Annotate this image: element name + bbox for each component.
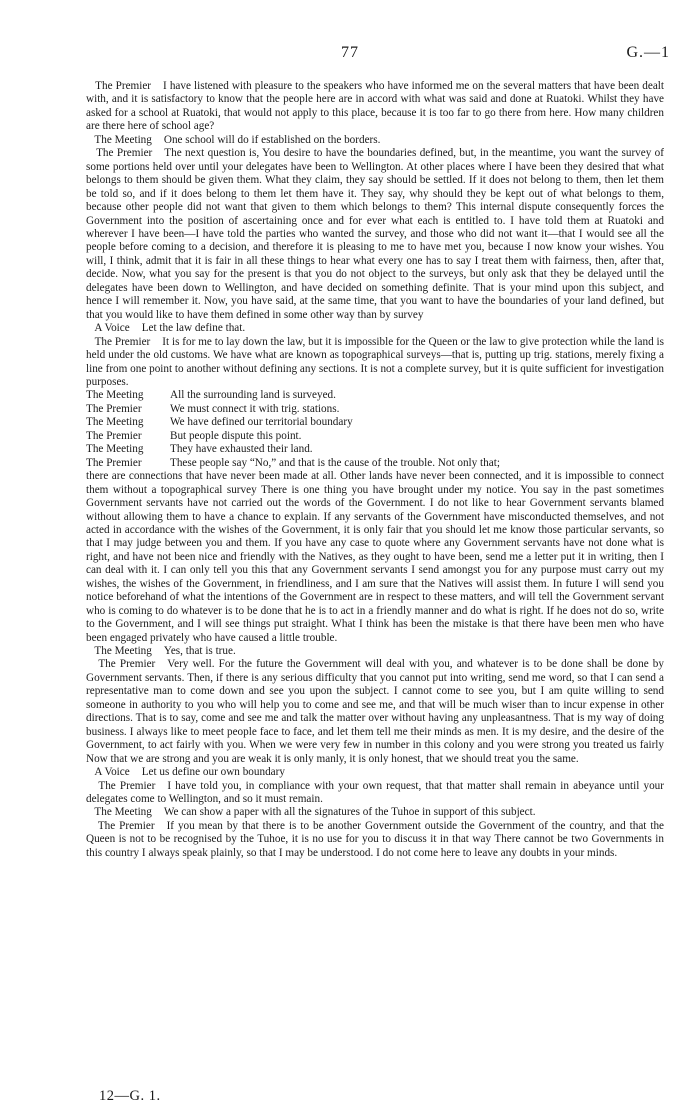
speaker-name: The Premier [86,456,142,469]
dialogue-line [86,457,664,470]
page-number: 77 [341,44,359,61]
dialogue-line [86,389,664,402]
paragraph-text: If you mean by that there is to be another Government outside the Government of the country, and that the Queen is not to be recognised by the Tuhoe, it is no use for you to discuss it in that way There cannot be two Governments in this country I always speak plainly, so that I may be understood. I do not come here to leave any doubts in your minds. [86,819,665,859]
paragraph [86,322,664,335]
paragraph-text: Let us define our own boundary [141,766,285,779]
speaker-name: The Premier [94,335,151,348]
speaker-name: The Meeting [94,645,152,658]
speaker-name: The Meeting [86,389,144,402]
paragraph [86,147,664,322]
paragraph [86,645,664,658]
speaker-name: The Meeting [94,806,152,819]
speaker-name: A Voice [94,766,130,779]
paragraph-text: It is for me to lay down the law, but it is impossible for the Queen or the law to give protection while the land is held under the old customs. We have what are known as topographical surveys—that is, putting up trig. stations, merely fixing a line from one point to another without defining any sections. It is not a complete survey, but it is quite sufficient for investigation purposes. [86,335,665,388]
speaker-name: The Meeting [94,133,152,146]
paragraph-text: I have listened with pleasure to the speakers who have informed me on the several matters that have been dealt with, and it is satisfactory to know that the people here are in accord with what was said and done at Ruatoki. Whilst they have asked for a school at Ruatoki, that would not apply to this place, because it is too far to go there from here. How many children are there here of school age? [86,80,665,133]
dialogue-line [86,416,664,429]
dialogue-text: They have exhausted their land. [170,443,313,456]
paragraph-text: Yes, that is true. [163,645,236,658]
signature-mark: 12—G. 1. [99,1088,161,1104]
document-body [86,80,664,860]
paragraph [86,658,664,766]
speaker-name: The Premier [95,80,152,92]
dialogue-text: But people dispute this point. [170,429,302,442]
dialogue-line [86,403,664,416]
paragraph [86,80,664,134]
speaker-name: The Premier [98,779,156,792]
dialogue-line [86,430,664,443]
dialogue-text: We must connect it with trig. stations. [170,402,340,415]
paragraph [86,470,664,645]
paragraph [86,806,664,819]
dialogue-text: We have defined our territorial boundary [170,416,353,429]
paragraph-text: Very well. For the future the Government will deal with you, and whatever is to be done shall be done by Government servants. Then, if there is any serious difficulty that you cannot put into writing, send me word, so that I can send a representative man to come down and see you upon the subject. I cannot come to see you, but I am quite willing to send someone in authority to you who will help you to come and see me, and that will be much wiser than to incur expense in other directions. That is to say, come and see me and talk the matter over without having any unpleasantness. That is my way of doing business. I always like to meet people face to face, and let them tell me their minds as men. It is my desire, and the desire of the Government, to act fairly with you. When we were very few in number in this colony and you were strong you treated us fairly Now that we are strong and you are weak it is only manly, it is only honest, that we should treat you the same. [86,658,664,765]
paragraph-text: One school will do if established on the borders. [163,133,381,146]
speaker-name: The Premier [96,147,153,160]
paragraph-text: I have told you, in compliance with your own request, that that matter shall remain in abeyance until your delegates come to Wellington, and so it must remain. [86,779,665,806]
speaker-name: The Premier [98,658,156,671]
speaker-name: The Premier [86,402,142,415]
dialogue-text: All the surrounding land is surveyed. [170,389,336,402]
paragraph-text: there are connections that have never been made at all. Other lands have never been connected, and it is impossible to connect them without a topographical survey There is one thing you have brought under my notice. You say in the past sometimes Government servants have not carried out the words of the Government. I do not like to hear Government servants blamed without allowing them to have a chance to explain. If any servants of the Government have misconducted themselves, and not acted in accordance with the wishes of the Government, it is only fair that you should let me know those particular servants, so that I may judge between you and them. If you have any case to quote where any Government servants have not done what is right, and have not been nice and friendly with the Natives, as they ought to have been, send me a letter put it in writing, then I can deal with it. I can only tell you this that any Government servants I send amongst you for any purpose must carry out my wishes, the wishes of the Government, in friendliness, and I am sure that the Natives will assist them. In future I will send you notice beforehand of what the intentions of the Government are in respect to these matters, and will tell the Government servant who is coming to do whatever is to be done that he is to act in a friendly manner and do what is right. If he does not do so, write to the Government, and I will see things put straight. What I think has been the mistake is that there have been men who have been engaged privately who have caused a little trouble. [86,470,664,644]
speaker-name: The Meeting [86,443,144,456]
paragraph [86,766,664,779]
paragraph [86,780,664,807]
paragraph-text: We can show a paper with all the signatures of the Tuhoe in support of this subject. [163,806,536,819]
speaker-name: The Meeting [86,416,144,429]
paragraph [86,820,664,860]
paragraph [86,336,664,390]
dialogue-text: These people say “No,” and that is the cause of the trouble. Not only that; [170,456,500,469]
paragraph-text: Let the law define that. [141,322,246,335]
dialogue-line [86,443,664,456]
speaker-name: The Premier [86,429,142,442]
paragraph [86,134,664,147]
document-code: G.—1 [626,44,670,61]
speaker-name: A Voice [94,322,130,335]
speaker-name: The Premier [97,819,155,832]
paragraph-text: The next question is, You desire to have the boundaries defined, but, in the meantime, you want the survey of some portions held over until your delegates have been to Wellington. At other places where I have been they desired that what belongs to them should be given them. What they claim, they say should be settled. If it does not belong to them, then let them be told so, and if it does belong to them let them have it. They say, why should they be kept out of what belongs to them, because other people did not want that given to them which belongs to them? This internal dispute consequently forces the Government into the position of ascertaining once and for ever what each is entitled to. I have told them at Ruatoki and wherever I have been—I have told the parties who wanted the survey, and those who did not want it—that I would see all the people before coming to a decision, and therefore it is pleasing to me to have met you, because I now know your wishes. You will, I think, admit that it is fair in all these things to hear what every one has to say I treat them with fairness, then, after that, decide. Now, what you say for the present is that you do not object to the surveys, but only ask that they be delayed until the delegates have been down to Wellington, and have decided on something definite. That is your mind upon this subject, and hence I will remember it. Now, you have said, at the same time, that you want to have the boundaries of your land defined, but that you would like to have them defined in some other way than by survey [86,147,665,321]
